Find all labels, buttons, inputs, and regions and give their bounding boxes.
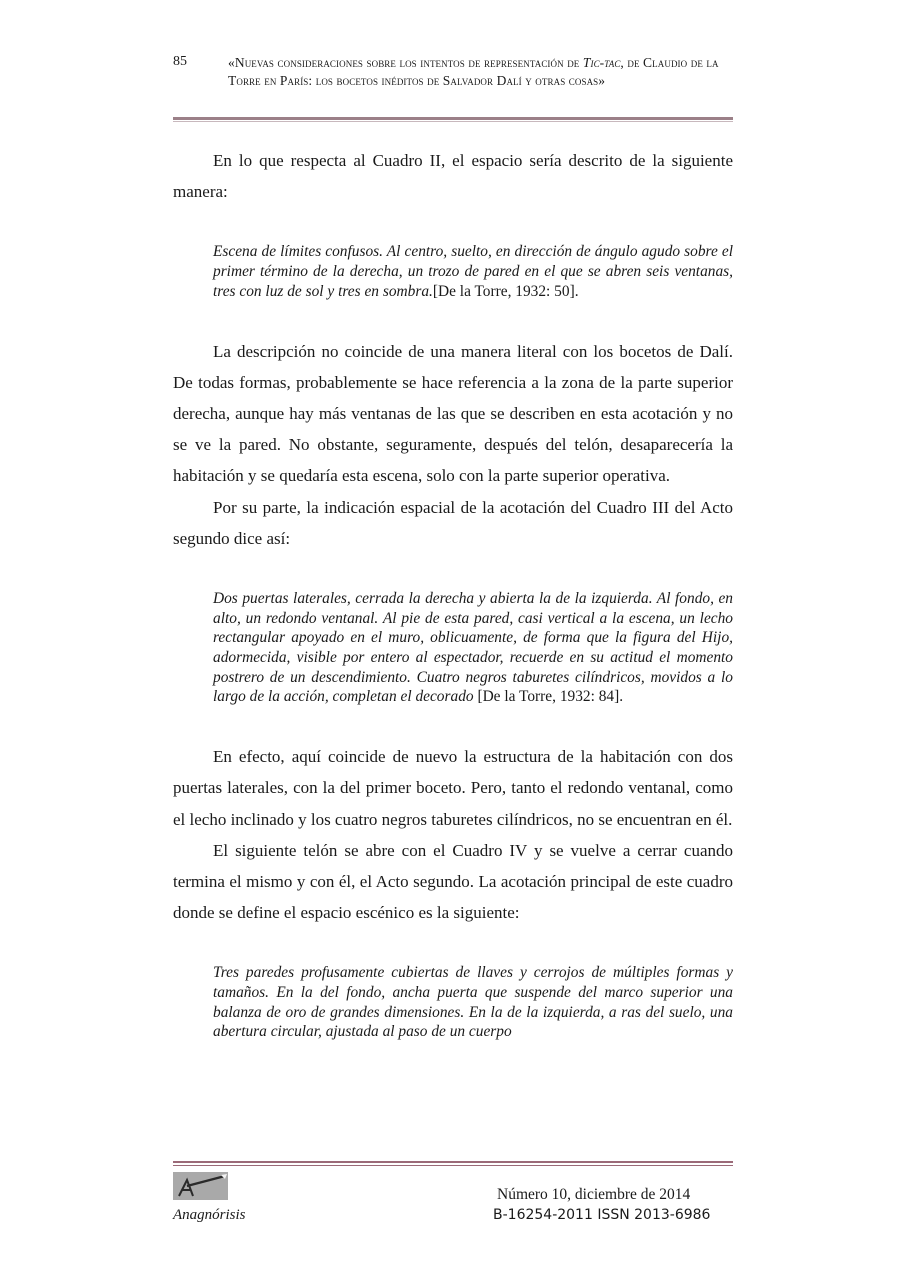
issn-info: B-16254-2011 ISSN 2013-6986 [493,1207,711,1223]
paragraph-4: En efecto, aquí coincide de nuevo la estructura de la habitación con dos puertas laterales, con la del primer boceto. Pero, tanto el redondo ventanal, como el lecho inclinado y los cuatro negros taburetes cilíndricos, no se encuentran en él. [173,747,733,829]
paragraph-1: En lo que respecta al Cuadro II, el espacio sería descrito de la siguiente manera: [173,151,733,202]
block-quote-3 [173,963,733,1042]
block-quote-2-citation: [De la Torre, 1932: 84]. [473,688,624,706]
running-title-italic: Tic-tac [582,55,621,70]
running-title [228,54,738,90]
paragraph-2: La descripción no coincide de una manera literal con los bocetos de Dalí. De todas formas, probablemente se hace referencia a la zona de la parte superior derecha, aunque hay más ventanas de las que se describen en esta acotación y no se ve la pared. No obstante, seguramente, después del telón, desaparecería la habitación y se quedaría esta escena, solo con la parte superior operativa. [173,341,733,486]
article-body [173,145,733,1042]
block-quote-3-text: Tres paredes profusamente cubiertas de llaves y cerrojos de múltiples formas y tamaños. En la del fondo, ancha puerta que suspende del marco superior una balanza de oro de grandes dimensiones. En la de la izquierda, a ras del suelo, una abertura circular, ajustada al paso de un cuerpo [213,964,733,1041]
block-quote-1-citation: [De la Torre, 1932: 50]. [432,282,579,300]
footer-rule-thin [173,1165,733,1166]
block-quote-2 [173,589,733,707]
block-quote-1 [173,242,733,301]
issue-info: Número 10, diciembre de 2014 [497,1186,691,1203]
footer-rule [173,1161,733,1163]
paragraph-5: El siguiente telón se abre con el Cuadro IV y se vuelve a cerrar cuando termina el mismo y con él, el Acto segundo. La acotación principal de este cuadro donde se define el espacio escénico es la siguiente: [173,840,733,923]
page-number: 85 [173,54,187,69]
running-title-pre: «Nuevas consideraciones sobre los intentos de representación de [228,55,583,70]
header-rule-thin [173,121,733,122]
paragraph-3: Por su parte, la indicación espacial de la acotación del Cuadro III del Acto segundo dice así: [173,497,733,548]
running-title-post: , de Claudio de la Torre en París: los bocetos inéditos de Salvador Dalí y otras cosas» [228,55,719,88]
block-quote-2-text: Dos puertas laterales, cerrada la derecha y abierta la de la izquierda. Al fondo, en alto, un redondo ventanal. Al pie de esta pared, casi vertical a la escena, un lecho rectangular apoyado en el muro, oblicuamente, de forma que la figura del Hijo, adormecida, visible por entero al espectador, recuerde en su actitud el momento postrero de un descendimiento. Cuatro negros taburetes cilíndricos, movidos a lo largo de la acción, completan el decorado [213,589,733,706]
journal-name: Anagnórisis [173,1207,246,1223]
journal-logo-icon [173,1172,228,1200]
block-quote-1-text: Escena de límites confusos. Al centro, suelto, en dirección de ángulo agudo sobre el primer término de la derecha, un trozo de pared en el que se abren seis ventanas, tres con luz de sol y tres en sombra. [213,243,733,300]
header-rule [173,117,733,120]
